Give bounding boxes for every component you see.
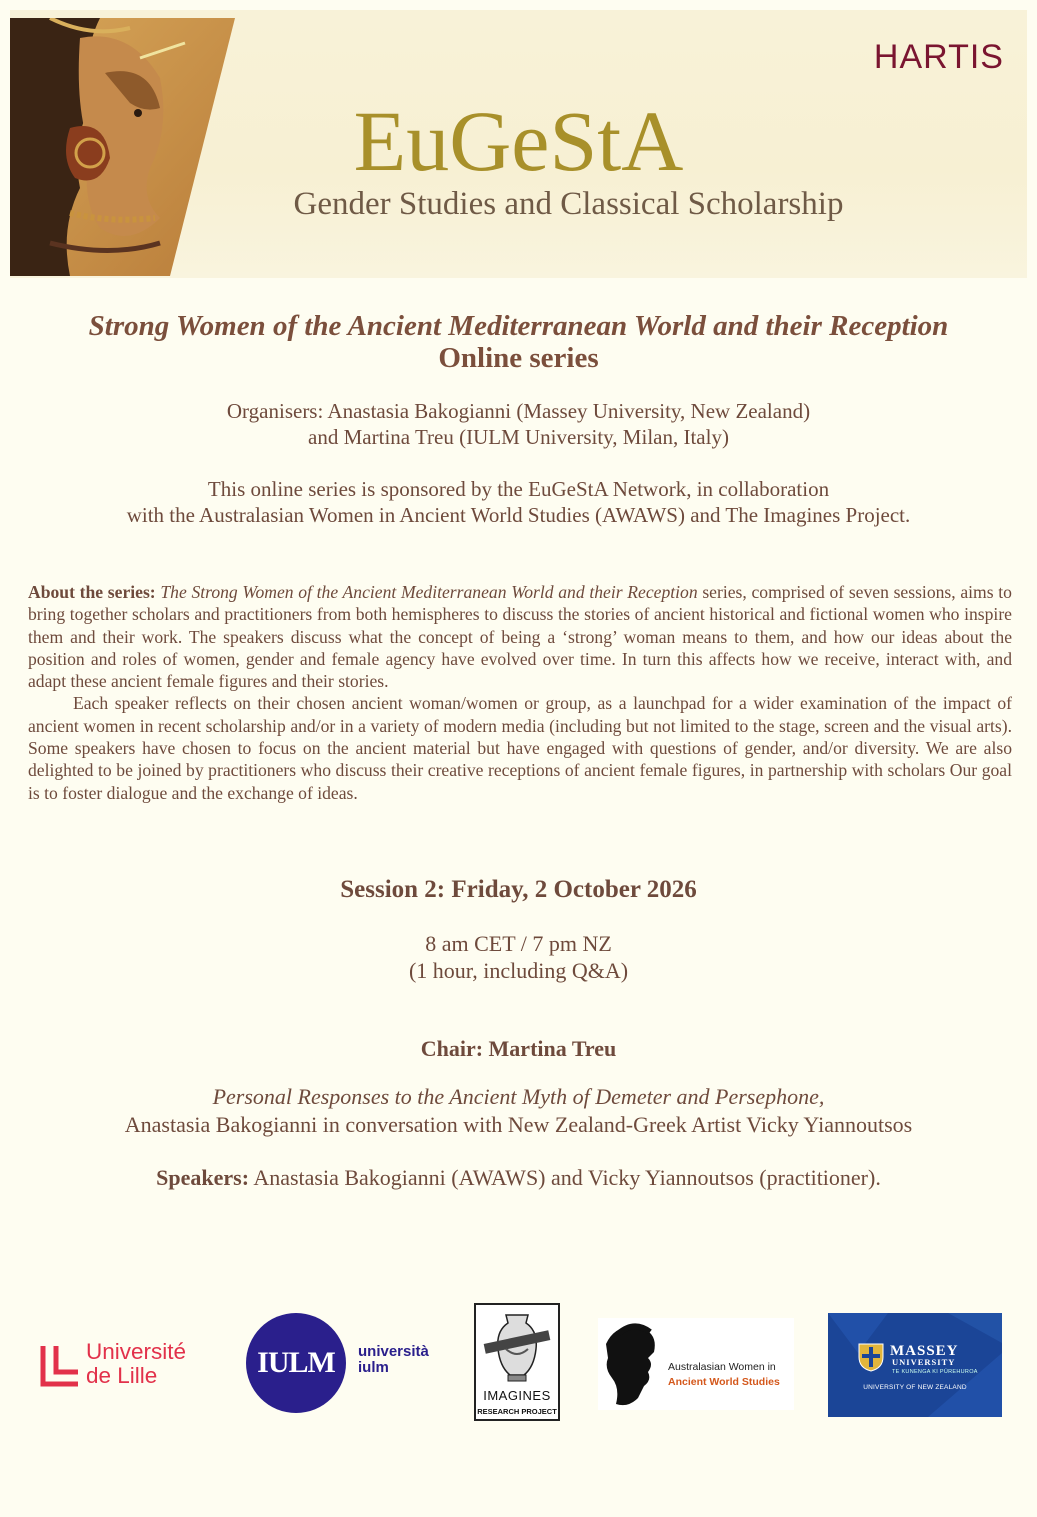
- imagines-sublabel: RESEARCH PROJECT: [477, 1407, 557, 1416]
- series-subtitle: Online series: [438, 342, 599, 374]
- iulm-line2: iulm: [358, 1359, 389, 1376]
- brand-title: EuGeStA: [353, 93, 684, 189]
- organisers-line2: and Martina Treu (IULM University, Milan, Italy): [308, 425, 729, 449]
- session-heading: Session 2: Friday, 2 October 2026: [340, 876, 697, 903]
- massey-name: MASSEY: [890, 1343, 959, 1359]
- imagines-label: IMAGINES: [483, 1388, 551, 1403]
- about-series-name: The Strong Women of the Ancient Mediterranean World and their Reception: [160, 582, 698, 602]
- sponsor-line1: This online series is sponsored by the EuGeStA Network, in collaboration: [207, 477, 830, 501]
- lille-wordmark: [86, 1340, 186, 1388]
- awaws-line1: Australasian Women in: [668, 1361, 776, 1373]
- about-label: About the series:: [28, 582, 156, 602]
- session-time-block: [0, 930, 1037, 984]
- iulm-line1: università: [358, 1343, 429, 1360]
- sponsor-line2: with the Australasian Women in Ancient World Studies (AWAWS) and The Imagines Project.: [126, 503, 911, 527]
- lille-mark-icon: [38, 1344, 82, 1390]
- iulm-logo: IULM: [246, 1313, 346, 1413]
- brand-subtitle: Gender Studies and Classical Scholarship: [293, 186, 844, 222]
- massey-university-logo: [828, 1313, 1002, 1417]
- imagines-project-logo: [474, 1303, 560, 1421]
- lille-line1: Université: [86, 1339, 187, 1364]
- session-duration: (1 hour, including Q&A): [408, 958, 629, 983]
- massey-nz-line: UNIVERSITY OF NEW ZEALAND: [863, 1384, 967, 1391]
- massey-university-word: UNIVERSITY: [892, 1357, 956, 1367]
- about-paragraph-2: Each speaker reflects on their chosen ancient woman/women or group, as a launchpad for a wider examination of the impact of ancient women in recent scholarship and/or in a variety of modern media (including but not limited to the stage, screen and the visual arts). Some speakers have chosen to focus on the ancient material but have engaged with questions of gender, and/or diversity. We are also delighted to be joined by practitioners who discuss their creative receptions of ancient female figures, in partnership with scholars Our goal is to foster dialogue and the exchange of ideas.: [28, 693, 1012, 803]
- organisers: [0, 398, 1037, 450]
- speakers-label: Speakers:: [156, 1165, 250, 1190]
- session-time: 8 am CET / 7 pm NZ: [425, 931, 612, 956]
- hartis-logo: HARTIS: [873, 38, 1004, 76]
- massey-maori-motto: TE KUNENGA KI PŪREHUROA: [892, 1369, 978, 1375]
- about-para1-text: series, comprised of seven sessions, aims to bring together scholars and practitioners from both hemispheres to discuss the stories of ancient historical and fictional women who inspire them and their work. The speakers discuss what the concept of being a ‘strong’ woman means to them, and how our ideas about the position and roles of women, gender and female agency have evolved over time. In turn this affects how we receive, interact with, and adapt these ancient female figures and their stories.: [28, 582, 1012, 692]
- talk-block: [0, 1083, 1037, 1139]
- lille-line2: de Lille: [86, 1363, 158, 1388]
- sponsor-note: [0, 476, 1037, 528]
- awaws-line2: Ancient World Studies: [668, 1376, 780, 1388]
- vase-icon: [476, 1309, 558, 1389]
- crest-icon: [856, 1341, 886, 1373]
- awaws-logo: [598, 1318, 794, 1410]
- iulm-wordmark: [358, 1344, 429, 1376]
- about-section: [28, 581, 1012, 804]
- talk-title: Personal Responses to the Ancient Myth of Demeter and Persephone,: [212, 1084, 825, 1109]
- helmet-profile-icon: [598, 1318, 664, 1410]
- speakers-text: Anastasia Bakogianni (AWAWS) and Vicky Yiannoutsos (practitioner).: [249, 1165, 881, 1190]
- series-title: Strong Women of the Ancient Mediterranean World and their Reception: [88, 310, 949, 342]
- talk-description: Anastasia Bakogianni in conversation with New Zealand-Greek Artist Vicky Yiannoutsos: [124, 1112, 913, 1137]
- organisers-line1: Organisers: Anastasia Bakogianni (Massey University, New Zealand): [226, 399, 811, 423]
- universite-de-lille-logo: [38, 1340, 213, 1396]
- about-paragraph-1: [28, 581, 1012, 692]
- session-chair: Chair: Martina Treu: [420, 1036, 617, 1061]
- speakers-line: [0, 1165, 1037, 1191]
